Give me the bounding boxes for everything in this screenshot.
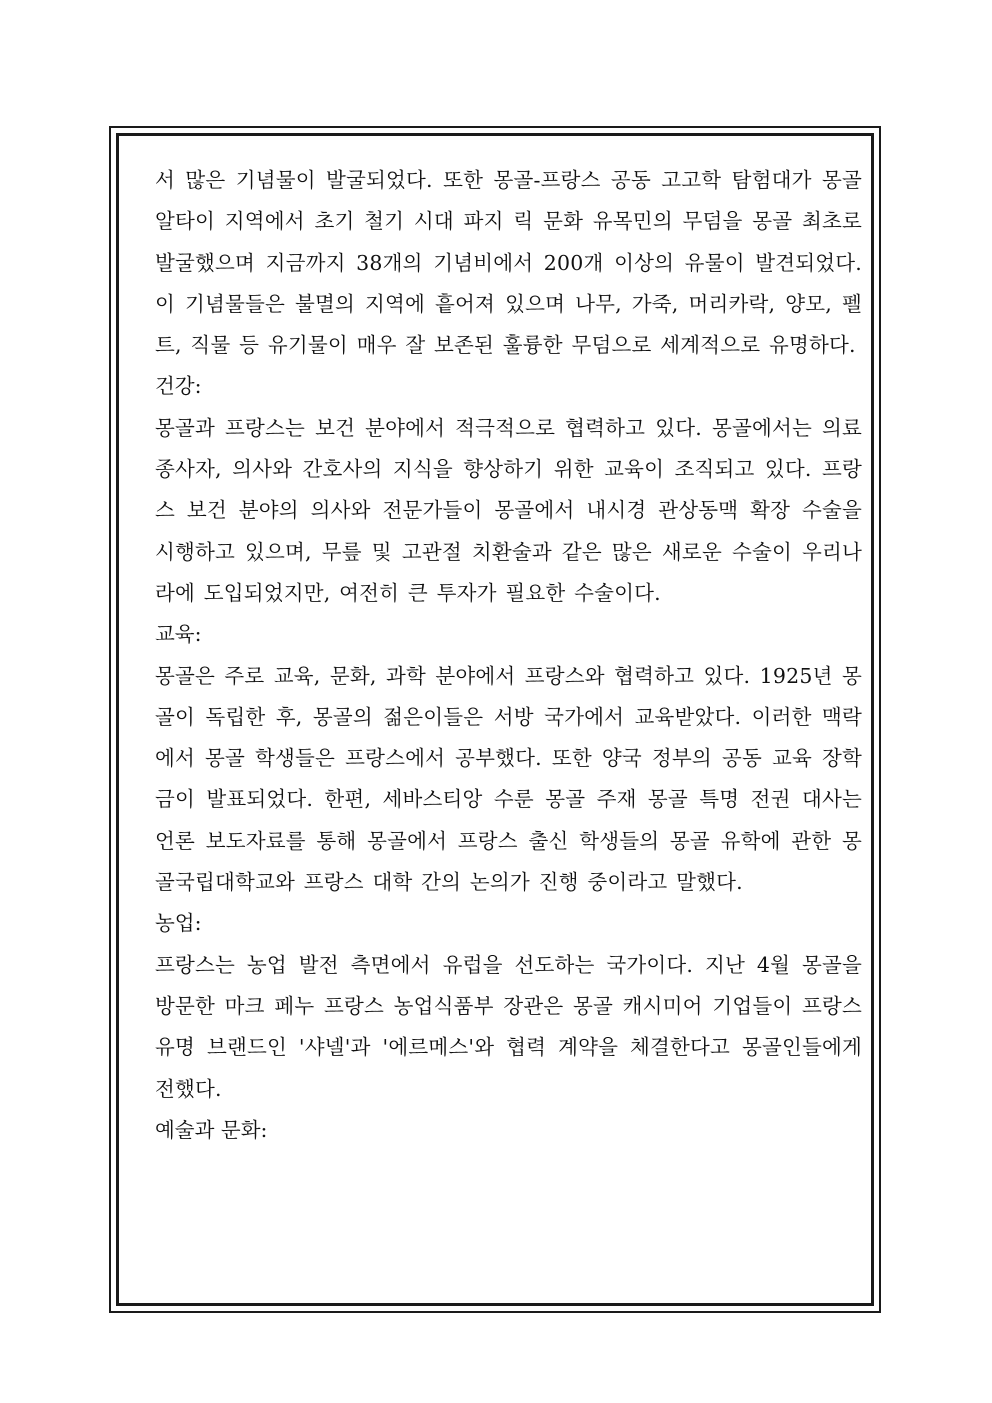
paragraph-excavation: 서 많은 기념물이 발굴되었다. 또한 몽골-프랑스 공동 고고학 탐험대가 몽골 알타이 지역에서 초기 철기 시대 파지 릭 문화 유목민의 무덤을 몽골 최초로 발굴했으며 지금까지 38개의 기념비에서 200개 이상의 유물이 발견되었다. 이 기념물들은 불멸의 지역에 흩어져 있으며 나무, 가죽, 머리카락, 양모, 펠트, 직물 등 유기물이 매우 잘 보존된 훌륭한 무덤으로 세계적으로 유명하다. (155, 168, 862, 358)
paragraph-education: 몽골은 주로 교육, 문화, 과학 분야에서 프랑스와 협력하고 있다. 1925년 몽골이 독립한 후, 몽골의 젊은이들은 서방 국가에서 교육받았다. 이러한 맥락에서 몽골 학생들은 프랑스에서 공부했다. 또한 양국 정부의 공동 교육 장학금이 발표되었다. 한편, 세바스티앙 수룬 몽골 주재 몽골 특명 전권 대사는 언론 보도자료를 통해 몽골에서 프랑스 출신 학생들의 몽골 유학에 관한 몽골국립대학교와 프랑스 대학 간의 논의가 진행 중이라고 말했다. (155, 663, 862, 895)
heading-health: 건강: (155, 374, 202, 399)
document-frame-outer (109, 126, 881, 1313)
document-body (155, 160, 862, 1151)
heading-agriculture: 농업: (155, 911, 202, 936)
document-frame-inner (116, 133, 874, 1306)
paragraph-agriculture: 프랑스는 농업 발전 측면에서 유럽을 선도하는 국가이다. 지난 4월 몽골을 방문한 마크 페누 프랑스 농업식품부 장관은 몽골 캐시미어 기업들이 프랑스 유명 브랜드인 '샤넬'과 '에르메스'와 협력 계약을 체결한다고 몽골인들에게 전했다. (155, 952, 862, 1101)
paragraph-health: 몽골과 프랑스는 보건 분야에서 적극적으로 협력하고 있다. 몽골에서는 의료 종사자, 의사와 간호사의 지식을 향상하기 위한 교육이 조직되고 있다. 프랑스 보건 분야의 의사와 전문가들이 몽골에서 내시경 관상동맥 확장 수술을 시행하고 있으며, 무릎 및 고관절 치환술과 같은 많은 새로운 수술이 우리나라에 도입되었지만, 여전히 큰 투자가 필요한 수술이다. (155, 415, 862, 605)
heading-education: 교육: (155, 622, 202, 647)
heading-arts-culture: 예술과 문화: (155, 1117, 268, 1142)
